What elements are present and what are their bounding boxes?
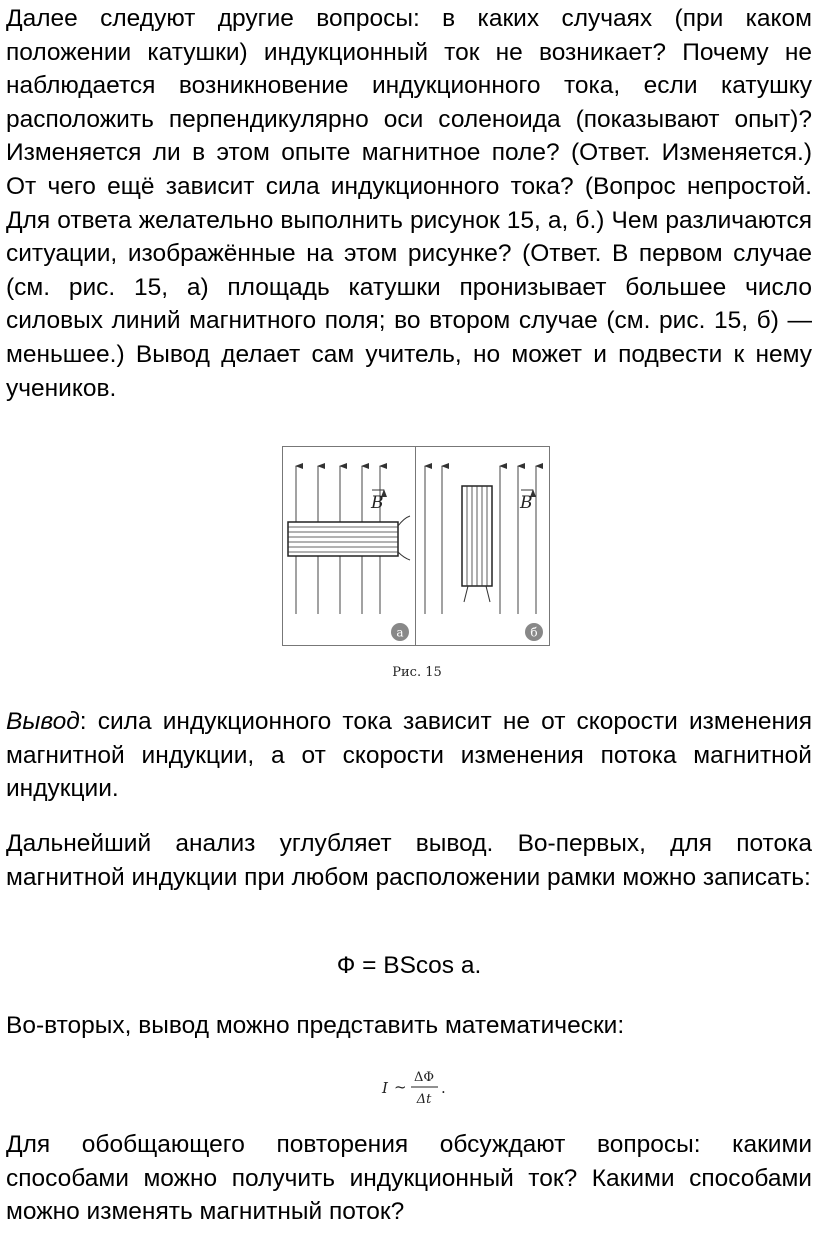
paragraph-analysis: Дальнейший анализ углубляет вывод. Во-первых, для потока магнитной индукции при любом расположении рамки можно записать: bbox=[6, 830, 812, 891]
paragraph-review: Для обобщающего повторения обсуждают вопросы: какими способами можно получить индукционный ток? Какими способами можно изменять магнитный поток? bbox=[6, 1131, 812, 1226]
panel-b-vector-b bbox=[519, 490, 533, 513]
figure-15 bbox=[282, 446, 552, 686]
formula-denominator: Δt bbox=[416, 1092, 432, 1107]
panel-a-vector-b bbox=[370, 490, 384, 513]
formula-current-svg bbox=[378, 1065, 458, 1111]
panel-b-label: б bbox=[530, 625, 538, 640]
panel-b-badge bbox=[525, 623, 543, 641]
panel-b-coil bbox=[462, 486, 492, 602]
panel-b-vector-b-label: B bbox=[520, 493, 533, 513]
formula-end: . bbox=[441, 1079, 446, 1097]
conclusion-text: : сила индукционного тока зависит не от скорости изменения магнитной индукции, а от скорости изменения потока магнитной индукции. bbox=[6, 708, 812, 803]
figure-caption: Рис. 15 bbox=[392, 665, 442, 680]
panel-a-coil bbox=[288, 516, 410, 560]
panel-a-vector-b-label: B bbox=[371, 493, 384, 513]
paragraph-questions: Далее следуют другие вопросы: в каких случаях (при каком положении катушки) индукционный ток не возникает? Почему не наблюдается возникновение индукционного тока, если катушку расположить перпендикулярно оси соленоида (показывают опыт)? Изменяется ли в этом опыте магнитное поле? (Ответ. Изменяется.) От чего ещё зависит сила индукционного тока? (Вопрос непростой. Для ответа желательно выполнить рисунок 15, а, б.) Чем различаются ситуации, изображённые на этом рисунке? (Ответ. В первом случае (см. рис. 15, а) площадь катушки пронизывает большее число силовых линий магнитного поля; во втором случае (см. рис. 15, б) — меньшее.) Вывод делает сам учитель, но может и подвести к нему учеников. bbox=[6, 5, 812, 402]
formula-flux: Ф = BScos a. bbox=[336, 952, 482, 979]
figure-15-drawing bbox=[282, 446, 552, 686]
formula-current-proportional bbox=[378, 1065, 458, 1111]
conclusion-term: Вывод bbox=[6, 708, 80, 735]
panel-a-label: а bbox=[396, 625, 404, 640]
panel-a-badge bbox=[391, 623, 409, 641]
formula-numerator: ΔΦ bbox=[413, 1070, 435, 1085]
paragraph-conclusion bbox=[6, 705, 812, 806]
formula-rel: ~ bbox=[394, 1078, 407, 1096]
formula-lhs: I bbox=[382, 1079, 388, 1097]
paragraph-math: Во-вторых, вывод можно представить математически: bbox=[6, 1012, 625, 1039]
